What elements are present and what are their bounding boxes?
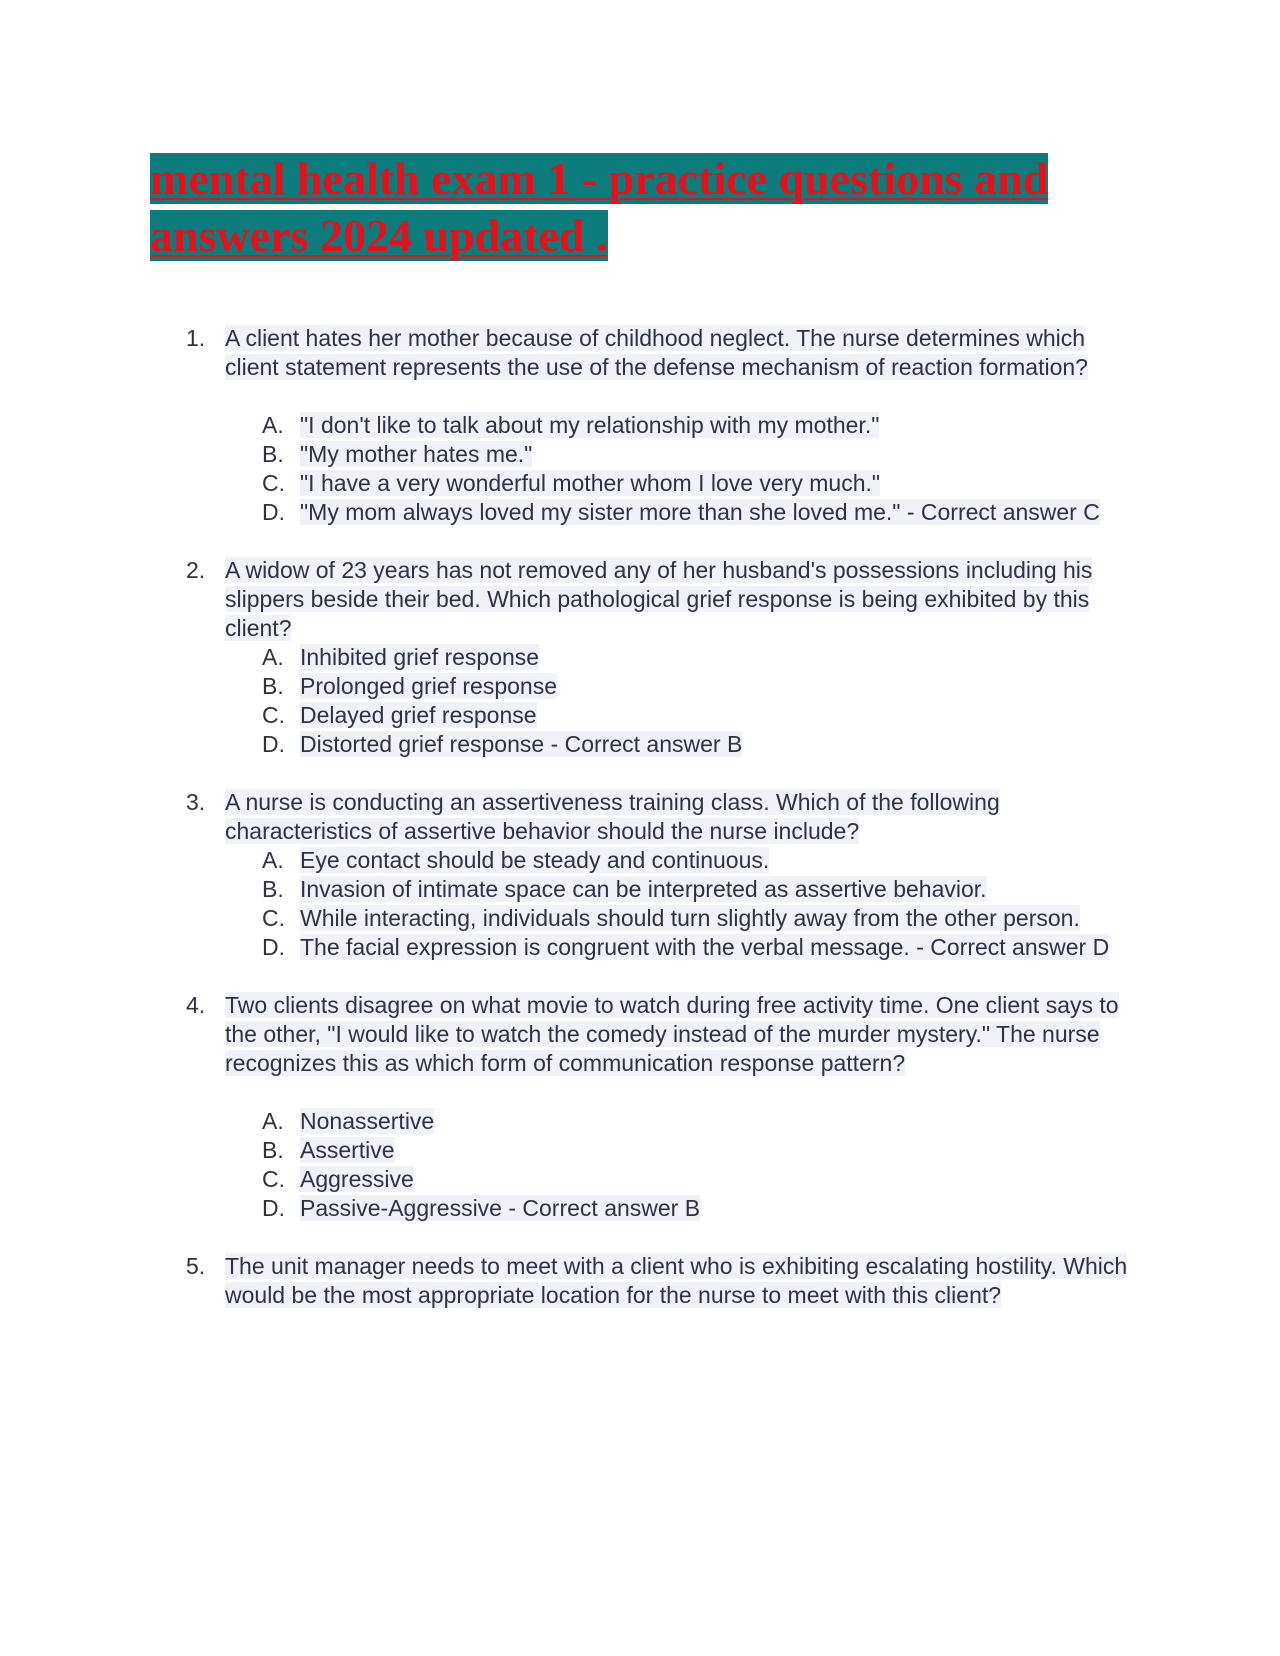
option-letter: C. — [262, 1166, 285, 1192]
option-letter: A. — [262, 847, 284, 873]
option-a — [225, 411, 1140, 440]
question-3 — [150, 788, 1140, 962]
question-text: A widow of 23 years has not removed any of her husband's possessions including his slippers beside their bed. Which pathological grief response is being exhibited by this client? — [225, 557, 1093, 641]
option-d — [225, 730, 1140, 759]
option-text: Inhibited grief response — [300, 644, 540, 670]
option-letter: A. — [262, 1108, 284, 1134]
option-text: "I don't like to talk about my relationship with my mother." — [300, 412, 880, 438]
option-c — [225, 469, 1140, 498]
option-letter: B. — [262, 441, 284, 467]
option-d — [225, 1194, 1140, 1223]
option-c — [225, 1165, 1140, 1194]
question-text: Two clients disagree on what movie to watch during free activity time. One client says to the other, "I would like to watch the comedy instead of the murder mystery." The nurse recognizes this as which form of communication response pattern? — [225, 992, 1119, 1076]
option-list — [225, 411, 1140, 527]
option-letter: D. — [262, 731, 285, 757]
question-5 — [150, 1252, 1140, 1310]
question-4 — [150, 991, 1140, 1223]
option-text: Delayed grief response — [300, 702, 537, 728]
question-1 — [150, 324, 1140, 527]
option-b — [225, 1136, 1140, 1165]
option-letter: A. — [262, 412, 284, 438]
option-text: Passive-Aggressive - Correct answer B — [300, 1195, 701, 1221]
option-c — [225, 701, 1140, 730]
option-list — [225, 846, 1140, 962]
option-text: While interacting, individuals should turn slightly away from the other person. — [300, 905, 1080, 931]
option-d — [225, 498, 1140, 527]
option-a — [225, 1107, 1140, 1136]
option-text: Distorted grief response - Correct answer B — [300, 731, 743, 757]
option-text: Prolonged grief response — [300, 673, 557, 699]
option-letter: A. — [262, 644, 284, 670]
option-b — [225, 875, 1140, 904]
option-letter: C. — [262, 905, 285, 931]
option-letter: D. — [262, 499, 285, 525]
option-c — [225, 904, 1140, 933]
option-b — [225, 672, 1140, 701]
option-list — [225, 1107, 1140, 1223]
option-d — [225, 933, 1140, 962]
option-letter: B. — [262, 876, 284, 902]
question-number: 5. — [186, 1253, 206, 1279]
option-letter: D. — [262, 1195, 285, 1221]
document-title-text: mental health exam 1 - practice questions and answers 2024 updated . — [150, 153, 1049, 261]
option-text: "My mom always loved my sister more than she loved me." - Correct answer C — [300, 499, 1100, 525]
question-list — [150, 324, 1140, 1339]
option-text: Eye contact should be steady and continuous. — [300, 847, 770, 873]
option-letter: C. — [262, 470, 285, 496]
question-number: 1. — [186, 325, 206, 351]
question-number: 3. — [186, 789, 206, 815]
option-text: Nonassertive — [300, 1108, 435, 1134]
option-letter: C. — [262, 702, 285, 728]
option-b — [225, 440, 1140, 469]
question-number: 2. — [186, 557, 206, 583]
option-letter: D. — [262, 934, 285, 960]
option-text: Assertive — [300, 1137, 395, 1163]
option-text: "My mother hates me." — [300, 441, 533, 467]
question-2 — [150, 556, 1140, 759]
option-letter: B. — [262, 1137, 284, 1163]
option-a — [225, 846, 1140, 875]
question-number: 4. — [186, 992, 206, 1018]
option-letter: B. — [262, 673, 284, 699]
option-text: "I have a very wonderful mother whom I love very much." — [300, 470, 881, 496]
option-text: The facial expression is congruent with the verbal message. - Correct answer D — [300, 934, 1110, 960]
option-text: Aggressive — [300, 1166, 414, 1192]
document-title — [150, 150, 1070, 264]
option-list — [225, 643, 1140, 759]
option-a — [225, 643, 1140, 672]
question-text: A client hates her mother because of childhood neglect. The nurse determines which client statement represents the use of the defense mechanism of reaction formation? — [225, 325, 1088, 380]
option-text: Invasion of intimate space can be interpreted as assertive behavior. — [300, 876, 987, 902]
question-text: A nurse is conducting an assertiveness training class. Which of the following characteristics of assertive behavior should the nurse include? — [225, 789, 1000, 844]
question-text: The unit manager needs to meet with a client who is exhibiting escalating hostility. Which would be the most appropriate location for the nurse to meet with this client? — [225, 1253, 1128, 1308]
